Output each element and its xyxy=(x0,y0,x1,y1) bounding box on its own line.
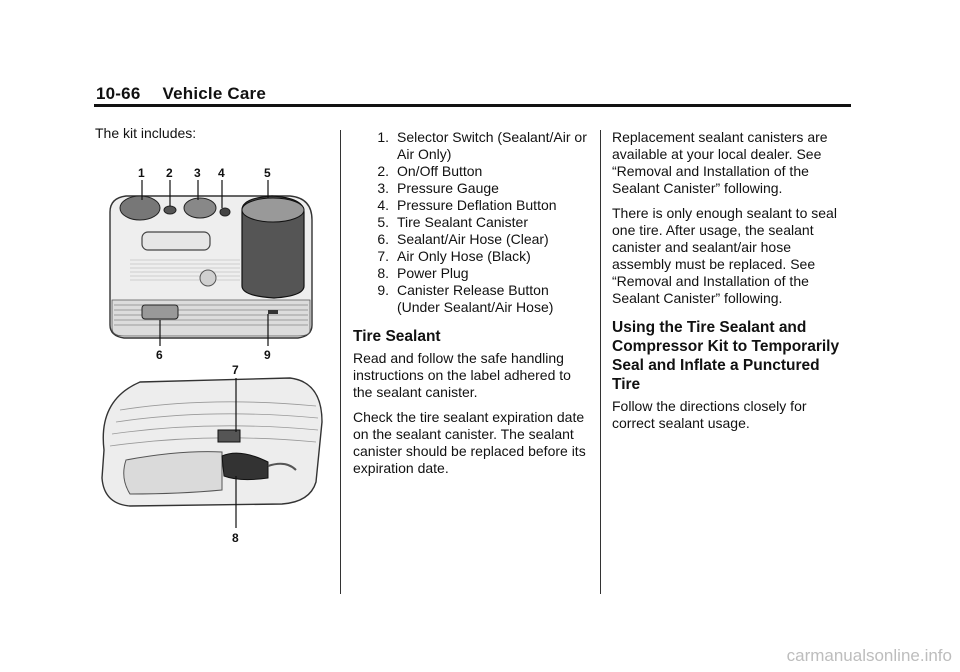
using-kit-heading: Using the Tire Sealant and Compressor Kit to Temporarily Seal and Inflate a Punctured Tire xyxy=(612,319,840,393)
usage-paragraph: There is only enough sealant to seal one tire. After usage, the sealant canister and sealant/air hose assembly must be replaced. See “Removal and Installation of the Sealant Canister” following. xyxy=(612,205,837,306)
column-1 xyxy=(95,125,335,142)
tire-sealant-paragraph-2: Check the tire sealant expiration date on the sealant canister. The sealant canister should be replaced before its expiration date. xyxy=(353,409,586,476)
column-2 xyxy=(353,129,589,485)
callout-2: 2 xyxy=(166,166,173,180)
list-item: 9. Canister Release Button (Under Sealant/Air Hose) xyxy=(377,282,554,315)
directions-paragraph: Follow the directions closely for correct sealant usage. xyxy=(612,398,807,431)
list-item: 8. Power Plug xyxy=(377,265,469,281)
callout-3: 3 xyxy=(194,166,201,180)
replacement-paragraph: Replacement sealant canisters are available at your local dealer. See “Removal and Installation of the Sealant Canister” following. xyxy=(612,129,828,196)
watermark: carmanualsonline.info xyxy=(786,646,952,665)
tire-sealant-heading: Tire Sealant xyxy=(353,328,441,345)
kit-items-list xyxy=(353,129,589,316)
intro-text: The kit includes: xyxy=(95,125,197,141)
column-3 xyxy=(612,129,852,440)
list-item: 2. On/Off Button xyxy=(377,163,483,179)
callout-6: 6 xyxy=(156,348,163,362)
list-item: 6. Sealant/Air Hose (Clear) xyxy=(377,231,549,247)
compressor-kit-illustration xyxy=(90,160,330,560)
list-item: 4. Pressure Deflation Button xyxy=(377,197,557,213)
column-divider-2 xyxy=(600,130,601,594)
section-title: Vehicle Care xyxy=(162,84,267,103)
callout-5: 5 xyxy=(264,166,271,180)
callout-4: 4 xyxy=(218,166,225,180)
callout-7: 7 xyxy=(232,363,239,377)
list-item: 7. Air Only Hose (Black) xyxy=(377,248,531,264)
callout-9: 9 xyxy=(264,348,271,362)
callout-8: 8 xyxy=(232,531,239,545)
column-divider-1 xyxy=(340,130,341,594)
list-item: 5. Tire Sealant Canister xyxy=(377,214,528,230)
page-header xyxy=(96,84,266,104)
tire-sealant-paragraph-1: Read and follow the safe handling instructions on the label adhered to the sealant canister. xyxy=(353,350,571,400)
list-item: 3. Pressure Gauge xyxy=(377,180,499,196)
header-rule xyxy=(94,104,851,107)
list-item: 1. Selector Switch (Sealant/Air or Air Only) xyxy=(377,129,587,162)
page-number: 10-66 xyxy=(96,84,141,103)
callout-1: 1 xyxy=(138,166,145,180)
